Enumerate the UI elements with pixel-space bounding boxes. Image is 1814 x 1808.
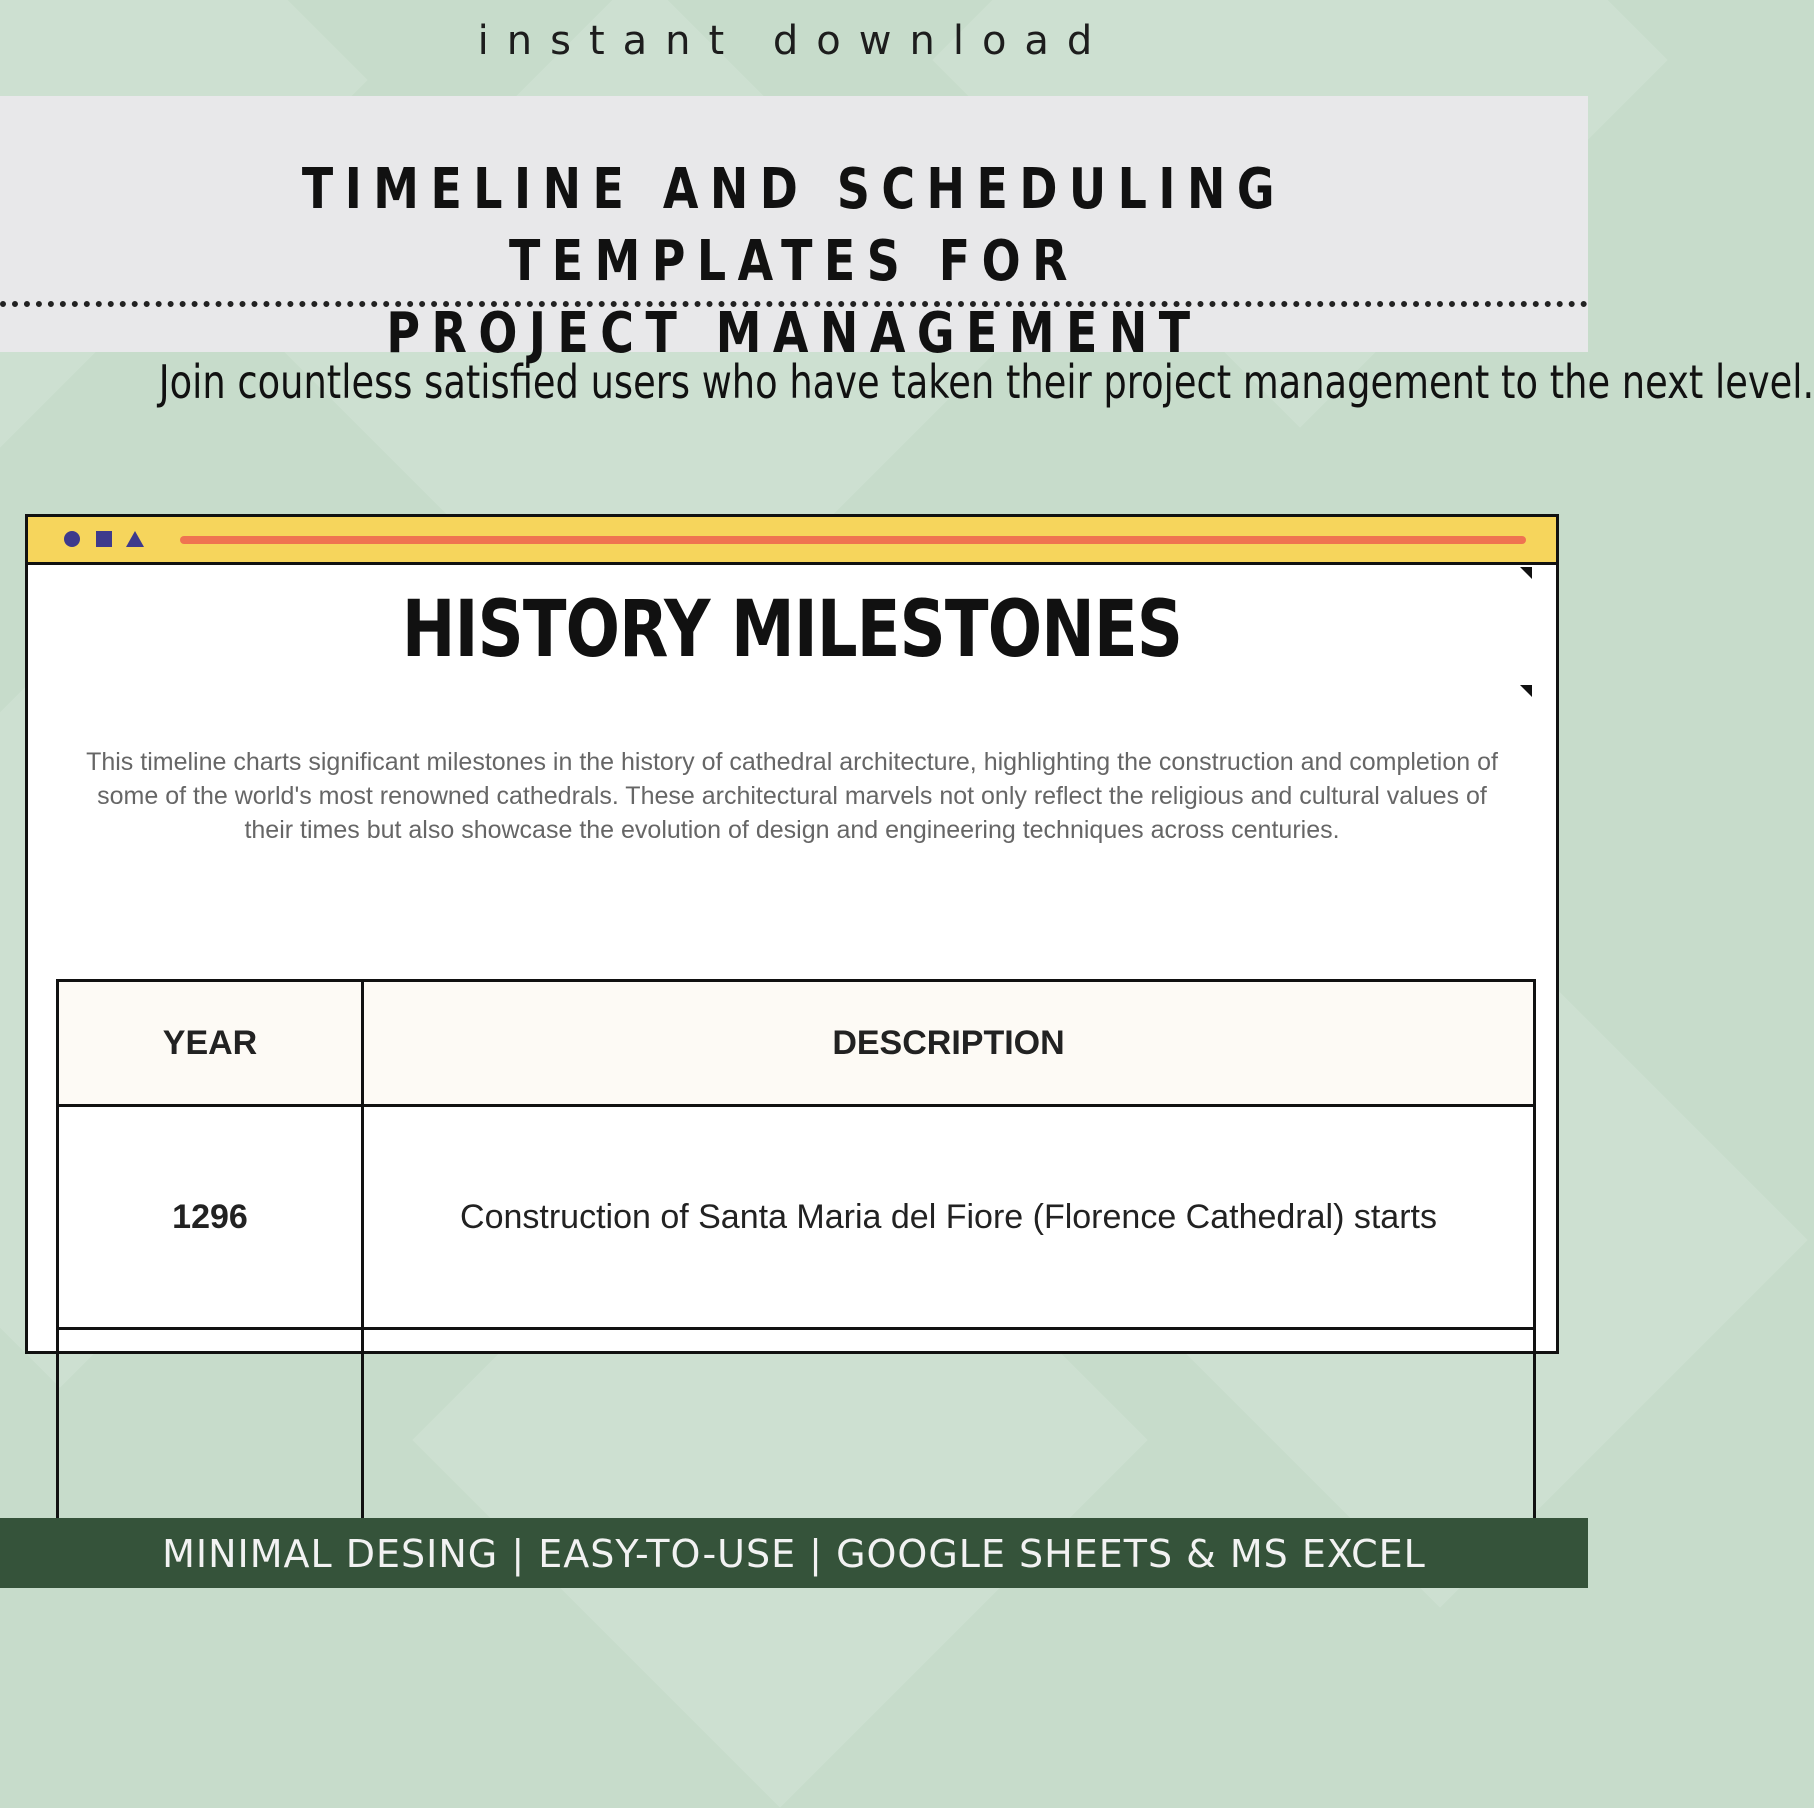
window-title-bar [28,517,1556,565]
document-title: HISTORY MILESTONES [401,585,1183,675]
column-header-year: YEAR [58,981,363,1106]
window-bar-line [180,536,1526,544]
triangle-icon [126,531,144,547]
dotted-divider [0,301,1588,307]
milestones-table [56,979,1536,1553]
template-preview-window [25,514,1559,1354]
corner-marker-icon [1520,685,1532,697]
footer-text: MINIMAL DESING | EASY-TO-USE | GOOGLE SHEETS & MS EXCEL [162,1532,1426,1576]
cell-year: 1296 [58,1106,363,1329]
cell-description: Construction of Santa Maria del Fiore (Florence Cathedral) starts [363,1106,1535,1329]
square-icon [96,531,112,547]
title-band [0,96,1588,366]
headline-line1: TIMELINE AND SCHEDULING TEMPLATES FOR [301,157,1287,294]
document-description: This timeline charts significant milestones in the history of cathedral architecture, highlighting the construction and completion of some of the world's most renowned cathedrals. These architectural marvels not only reflect the religious and cultural values of their times but also showcase the evolution of design and engineering techniques across centuries. [86,748,1498,844]
column-header-description: DESCRIPTION [363,981,1535,1106]
subtitle: Join countless satisfied users who have taken their project management to the next level. [158,355,1814,409]
corner-marker-icon [1520,567,1532,579]
instant-download-tagline: instant download [477,18,1111,64]
headline [143,154,1445,370]
headline-line2: PROJECT MANAGEMENT [386,301,1202,366]
circle-icon [64,531,80,547]
footer-banner [0,1518,1588,1588]
table-row [58,1106,1535,1329]
table-header-row [58,981,1535,1106]
